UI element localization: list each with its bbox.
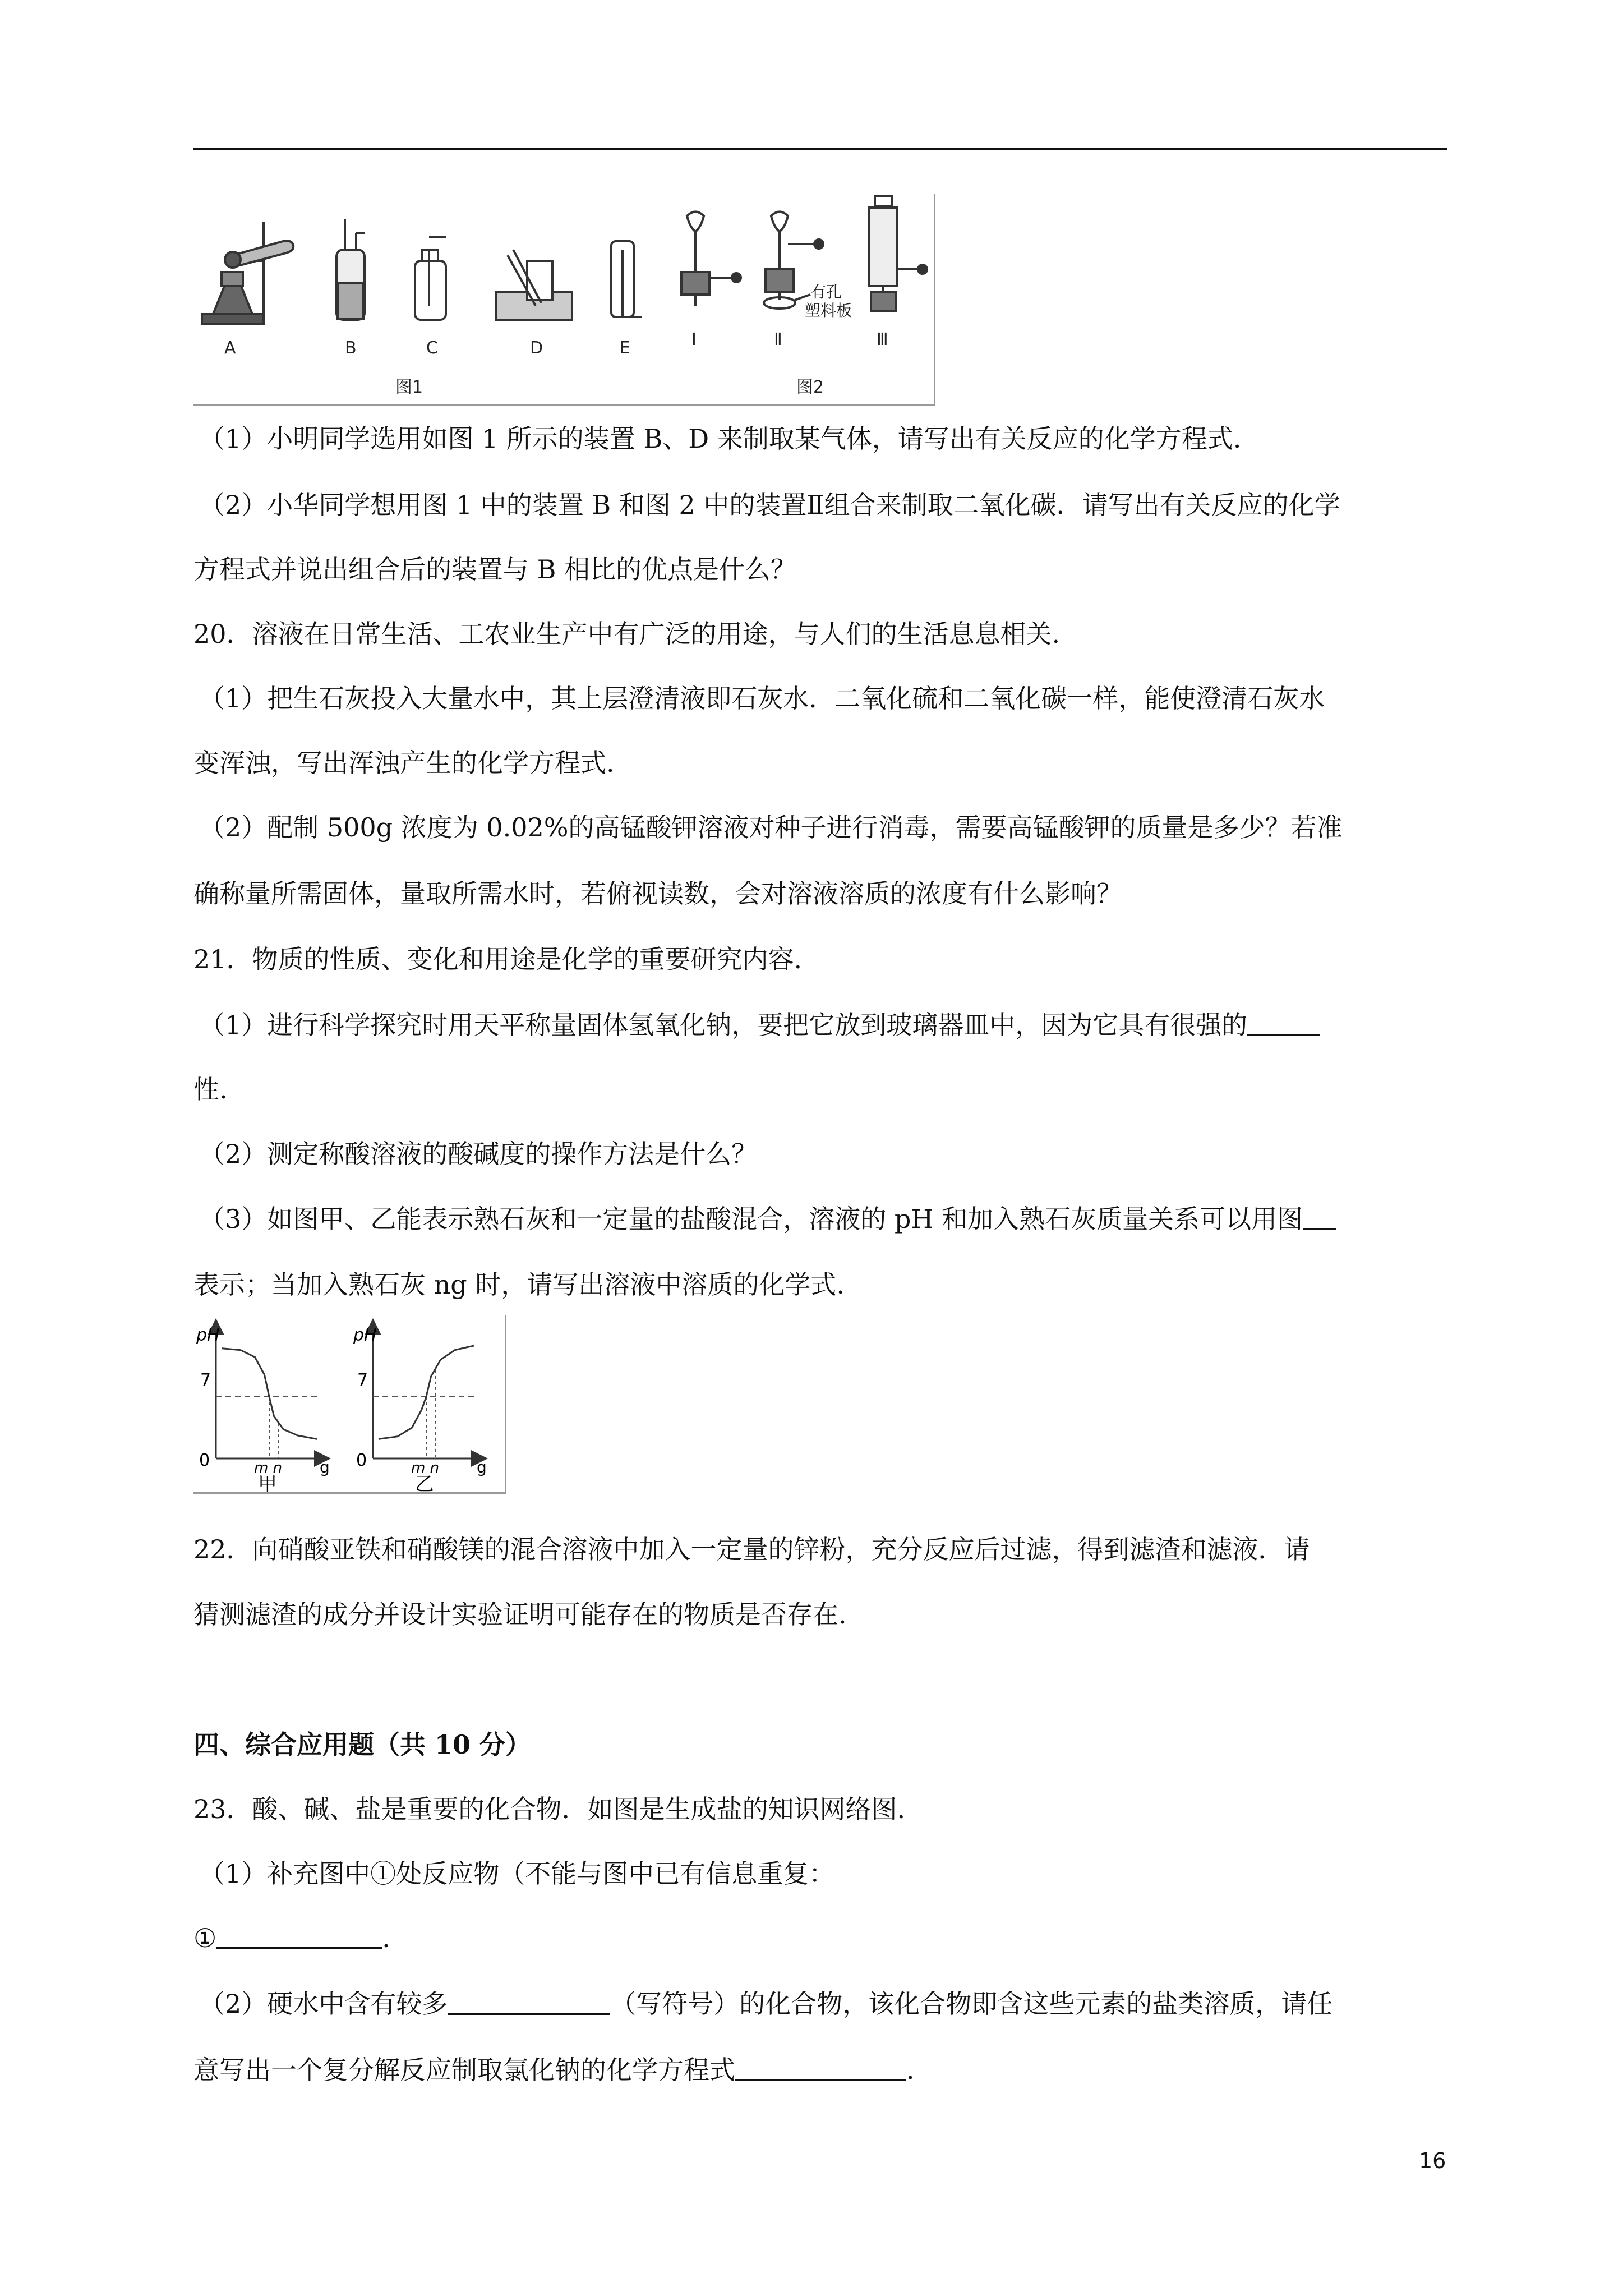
ph-chart-jia-origin: 0 [199,1451,210,1470]
q20-part1-line2: 变浑浊，写出浑浊产生的化学方程式. [193,748,615,778]
q23-part2-line2 [193,2053,915,2087]
q21-part1-line1 [199,1008,1320,1042]
ph-chart-yi-xlabel: g [477,1458,487,1476]
ph-chart-jia [196,1326,330,1492]
q19-part2-line2: 方程式并说出组合后的装置与 B 相比的优点是什么？ [193,554,797,585]
q19-part2-line1: （2）小华同学想用图 1 中的装置 B 和图 2 中的装置Ⅱ组合来制取二氧化碳．请写出有关反应的化学 [199,490,1340,520]
q22-line2: 猜测滤渣的成分并设计实验证明可能存在的物质是否存在. [193,1599,847,1630]
q20-part2-line2: 确称量所需固体，量取所需水时，若俯视读数，会对溶液溶质的浓度有什么影响？ [193,878,1122,909]
apparatus-label-2: Ⅱ [774,330,782,349]
q21-part3-line2: 表示；当加入熟石灰 ng 时，请写出溶液中溶质的化学式. [193,1269,845,1300]
q21-part3-text: （3）如图甲、乙能表示熟石灰和一定量的盐酸混合，溶液的 pH 和加入熟石灰质量关系可以用图 [199,1204,1303,1234]
answer-blank-q23-2b[interactable] [735,2054,906,2081]
answer-blank-q21-3[interactable] [1303,1203,1336,1230]
q21-stem: 21．物质的性质、变化和用途是化学的重要研究内容. [193,944,803,974]
apparatus-b-icon [336,219,365,320]
section4-heading: 四、综合应用题（共 10 分） [193,1729,532,1760]
q19-part1: （1）小明同学选用如图 1 所示的装置 B、D 来制取某气体，请写出有关反应的化学方程式. [199,424,1242,454]
q20-part1-line1: （1）把生石灰投入大量水中，其上层澄清液即石灰水．二氧化硫和二氧化碳一样，能使澄清石灰水 [199,683,1325,714]
ph-chart-jia-xlabel: g [320,1458,330,1476]
q20-part2-line1: （2）配制 500g 浓度为 0.02%的高锰酸钾溶液对种子进行消毒，需要高锰酸钾的质量是多少？若准 [199,812,1343,843]
answer-blank-q23-1[interactable] [216,1922,382,1949]
apparatus-1-icon [681,212,741,306]
apparatus-label-e: E [620,338,630,358]
ph-chart-yi-ylabel: pH [353,1326,377,1345]
q23-marker: ① [193,1923,217,1953]
page-number: 16 [1419,2148,1446,2173]
ph-chart-yi-ref-label: 7 [357,1370,368,1390]
ph-chart-yi-mn: m n [411,1460,440,1476]
apparatus-c-icon [415,237,446,320]
apparatus-label-3: Ⅲ [877,330,888,349]
ph-chart-yi-origin: 0 [356,1451,367,1470]
q23-part2-start: （2）硬水中含有较多 [199,1989,448,2019]
ph-chart-yi [353,1326,487,1492]
apparatus-a-icon [202,222,293,324]
q23-stem: 23．酸、碱、盐是重要的化合物．如图是生成盐的知识网络图. [193,1794,906,1824]
apparatus-label-b: B [345,338,357,358]
figure-caption-1: 图1 [395,378,423,397]
q21-part1-text: （1）进行科学探究时用天平称量固体氢氧化钠，要把它放到玻璃器皿中，因为它具有很强的 [199,1010,1248,1040]
ph-chart-jia-ylabel: pH [196,1326,220,1345]
ph-graphs [193,1315,505,1492]
apparatus-label-1: Ⅰ [691,330,697,349]
apparatus-label-a: A [224,338,236,358]
apparatus-3-icon [869,196,927,311]
q23-part2-line2-text: 意写出一个复分解反应制取氯化钠的化学方程式 [193,2055,735,2085]
q20-stem: 20．溶液在日常生活、工农业生产中有广泛的用途，与人们的生活息息相关. [193,619,1061,649]
q22-line1: 22．向硝酸亚铁和硝酸镁的混合溶液中加入一定量的锌粉，充分反应后过滤，得到滤渣和滤液．请 [193,1534,1310,1565]
ph-chart-jia-caption: 甲 [258,1473,277,1492]
q21-part2: （2）测定称酸溶液的酸碱度的操作方法是什么？ [199,1139,758,1169]
q23-part1-answer-line [193,1921,390,1955]
apparatus-figure [193,194,935,406]
q23-part1-end: . [382,1923,390,1953]
q23-part2-end: . [906,2055,915,2085]
answer-blank-q21-1[interactable] [1247,1009,1320,1036]
apparatus-d-icon [496,250,572,320]
figure-caption-2: 图2 [796,378,824,397]
header-rule [193,148,1447,150]
q23-part1: （1）补充图中①处反应物（不能与图中已有信息重复： [199,1858,835,1889]
q23-part2-mid: （写符号）的化合物，该化合物即含这些元素的盐类溶质，请任 [610,1989,1333,2019]
plate-label-line1: 有孔 [810,283,842,301]
ph-chart-jia-mn: m n [254,1460,283,1476]
plate-label-line2: 塑料板 [805,301,852,320]
answer-blank-q23-2a[interactable] [448,1988,610,2015]
ph-chart-jia-ref-label: 7 [200,1370,211,1390]
q21-part1-line2: 性. [193,1074,228,1105]
q23-part2-line1 [199,1987,1332,2021]
ph-graphs-figure [193,1315,506,1494]
apparatus-drawing [193,194,934,404]
q21-part3-line1 [199,1202,1336,1236]
apparatus-label-d: D [530,338,543,358]
apparatus-e-icon [611,241,642,317]
ph-chart-yi-caption: 乙 [415,1473,434,1492]
apparatus-label-c: C [426,338,438,358]
